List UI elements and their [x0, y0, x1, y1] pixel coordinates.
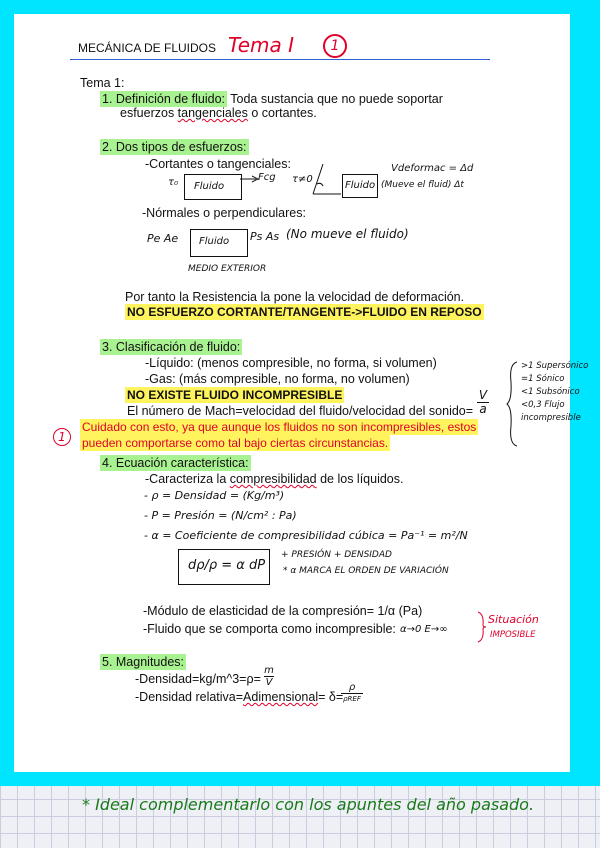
densidad-denominator: V	[265, 677, 273, 688]
section4-title: 4. Ecuación característica:	[102, 456, 249, 470]
section3-title: 3. Clasificación de fluido:	[102, 340, 241, 354]
header-rule	[70, 59, 490, 60]
vdeform-label: Vdeformac = Δd	[391, 163, 474, 174]
caracteriza-pre: -Caracteriza la	[145, 472, 230, 486]
alpha-order-note: * α MARCA EL ORDEN DE VARIACIÓN	[283, 566, 449, 576]
densidad-numerator: m	[264, 665, 274, 676]
relativa-numerator: ρ	[348, 682, 356, 693]
range-incompressible: incompresible	[521, 413, 581, 423]
section1-line2	[120, 106, 317, 121]
section2-highlight	[125, 305, 484, 320]
section2	[100, 140, 249, 155]
footer-handwritten-note: * Ideal complementarlo con los apuntes del año pasado.	[82, 795, 535, 814]
no-existe-highlight: NO EXISTE FLUIDO INCOMPRESIBLE	[127, 388, 343, 402]
caution-text-2: pueden comportarse como tal bajo ciertas circunstancias.	[82, 436, 389, 450]
gas-line: -Gas: (más compresible, no forma, no volumen)	[145, 372, 410, 386]
caution-line2	[80, 436, 390, 451]
relativa-pre: -Densidad relativa=	[135, 690, 244, 704]
cortantes-label: -Cortantes o tangenciales:	[145, 157, 291, 171]
mueve-label: (Mueve el fluid) Δt	[381, 180, 464, 190]
section3	[100, 340, 242, 355]
range-sonic: =1 Sónico	[521, 374, 565, 384]
range-subsonic: <1 Subsónico	[521, 387, 580, 397]
relativa-line	[135, 690, 343, 705]
section3-highlight	[125, 388, 344, 403]
relativa-fraction	[340, 682, 364, 705]
situacion-brace	[478, 612, 486, 642]
densidad-fraction	[263, 665, 275, 688]
pressure-def: - P = Presión = (N/cm² : Pa)	[144, 509, 297, 522]
section1-title: 1. Definición de fluido:	[102, 92, 225, 106]
densidad-line: -Densidad=kg/m^3=ρ=	[135, 672, 261, 686]
modulo-line: -Módulo de elasticidad de la compresión= 1/α (Pa)	[143, 604, 423, 618]
section1-line2-pre: esfuerzos	[120, 106, 178, 120]
normales-label: -Nórmales o perpendiculares:	[142, 206, 306, 220]
section1-line1: Toda sustancia que no puede soportar	[230, 92, 443, 106]
section5	[100, 655, 186, 670]
handwritten-tema-tag: Tema I	[228, 33, 295, 57]
fluid-box-moving-label: Fluido	[345, 180, 376, 191]
section1-line2-post: o cortantes.	[247, 106, 317, 120]
caracteriza-line	[145, 472, 403, 487]
medio-exterior-label: MEDIO EXTERIOR	[188, 264, 267, 274]
mach-numerator: V	[478, 388, 488, 402]
section1	[100, 92, 443, 107]
situacion-label: Situación	[488, 613, 539, 626]
section2-conclusion: Por tanto la Resistencia la pone la velocidad de deformación.	[125, 290, 465, 304]
density-def: - ρ = Densidad = (Kg/m³)	[144, 489, 285, 502]
caution-text-1: Cuidado con esto, ya que aunque los fluidos no son incompresibles, estos	[82, 420, 477, 434]
liquido-line: -Líquido: (menos compresible, no forma, si volumen)	[145, 356, 437, 370]
range-supersonic: >1 Supersónico	[521, 361, 589, 371]
caracteriza-post: de los líquidos.	[316, 472, 404, 486]
compressibility-formula: dρ/ρ = α dP	[188, 558, 266, 573]
mach-ranges	[521, 360, 588, 425]
tau0-label: τ₀	[168, 177, 179, 188]
no-esfuerzo-highlight: NO ESFUERZO CORTANTE/TANGENTE->FLUIDO EN REPOSO	[127, 305, 482, 319]
imposible-label: IMPOSIBLE	[490, 630, 536, 640]
page-title: MECÁNICA DE FLUIDOS	[78, 41, 217, 55]
range-flow: <0,3 Flujo	[521, 400, 565, 410]
relativa-post: = δ=	[318, 690, 344, 704]
ps-as-label: Ps As	[250, 230, 280, 243]
note-circled-number: 1	[53, 428, 71, 446]
intro-label: Tema 1:	[80, 76, 125, 90]
relativa-denominator: ρREF	[341, 693, 363, 705]
incompressible-condition: α→0 E→∞	[400, 624, 448, 635]
pe-ae-label: Pe Ae	[147, 232, 179, 245]
presion-densidad-note: + PRESIÓN + DENSIDAD	[281, 550, 392, 560]
fcg-label: Fcg	[258, 172, 276, 183]
deformation-sketch	[313, 164, 343, 196]
mach-line: El número de Mach=velocidad del fluido/velocidad del sonido=	[127, 404, 474, 418]
section5-title: 5. Magnitudes:	[102, 655, 184, 669]
mach-brace	[507, 362, 519, 446]
fluid-box-normal-label: Fluido	[199, 236, 230, 247]
section2-title: 2. Dos tipos de esfuerzos:	[102, 140, 247, 154]
adimensional-underlined: Adimensional	[243, 690, 319, 704]
mach-fraction	[476, 389, 490, 416]
alpha-def: - α = Coeficiente de compresibilidad cúbica = Pa⁻¹ = m²/N	[144, 529, 468, 542]
circled-numeral: 1	[323, 34, 347, 58]
compresibilidad-underlined: compresibilidad	[229, 472, 317, 486]
fluid-box-label: Fluido	[194, 181, 225, 192]
caution-line1	[80, 420, 478, 435]
section4	[100, 456, 251, 471]
no-mueve-label: (No mueve el fluido)	[286, 227, 409, 241]
section1-underlined-word: tangenciales	[177, 106, 248, 120]
incompressible-line: -Fluido que se comporta como incompresible:	[143, 622, 396, 636]
mach-denominator: a	[477, 402, 489, 416]
tau-not-zero-label: τ≠0	[292, 174, 313, 185]
force-arrow	[240, 176, 260, 182]
